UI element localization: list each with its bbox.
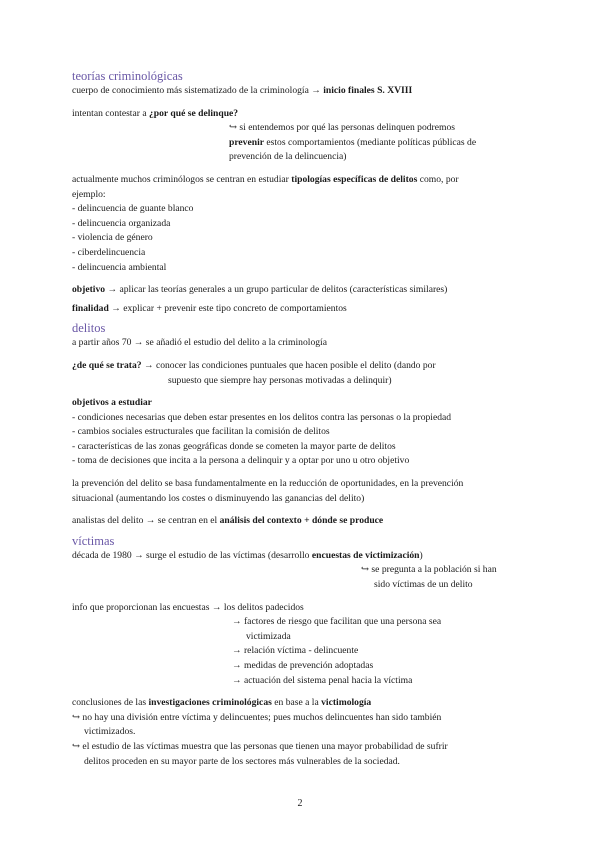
document-page [72, 68, 532, 769]
text: intentan contestar a [72, 107, 149, 119]
text-line [72, 107, 532, 122]
text: analistas del delito → se centran en el [72, 515, 220, 527]
text-line [72, 283, 532, 298]
section-heading-teorias: teorías criminológicas [72, 69, 183, 83]
list-item: → factores de riesgo que facilitan que una persona sea [232, 616, 442, 628]
text-line: prevención de la delincuencia) [229, 151, 347, 163]
bold-text: victimología [321, 697, 372, 709]
list-item: - cambios sociales estructurales que facilitan la comisión de delitos [72, 426, 330, 438]
conclusion-line: victimizados. [84, 726, 136, 738]
text: actualmente muchos criminólogos se centran en estudiar [72, 173, 292, 185]
section-heading-victimas: víctimas [72, 533, 115, 548]
text: → conocer las condiciones puntuales que hacen posible el delito (dando por [141, 359, 436, 371]
text-line [72, 359, 532, 374]
text-line: ↪ se pregunta a la población si han [361, 564, 497, 576]
text: en base a la [271, 697, 322, 709]
text-line [72, 514, 532, 529]
list-item: - ciberdelincuencia [72, 246, 146, 258]
text: estos comportamientos (mediante políticas públicas de [264, 136, 477, 148]
bold-text: objetivo [72, 284, 106, 296]
section-heading-delitos: delitos [72, 321, 106, 336]
text-line [72, 696, 532, 711]
text-line: supuesto que siempre hay personas motivadas a delinquir) [168, 374, 392, 386]
text-line: ejemplo: [72, 188, 106, 200]
text-line [72, 549, 532, 564]
list-item: victimizada [246, 630, 291, 642]
bold-text: finalidad [72, 302, 109, 314]
subheading [72, 396, 532, 411]
conclusion-line: ↪ el estudio de las víctimas muestra que las personas que tienen una mayor probabilidad de sufrir [72, 740, 448, 752]
text: como, por [417, 173, 459, 185]
text-line: a partir años 70 → se añadió el estudio del delito a la criminología [72, 337, 327, 349]
text-line [72, 84, 532, 99]
text: década de 1980 → surge el estudio de las víctimas (desarrollo [72, 549, 312, 561]
text: ) [419, 549, 423, 561]
bold-text: investigaciones criminológicas [148, 697, 272, 709]
bold-text: objetivos a estudiar [72, 397, 152, 409]
conclusion-line: delitos proceden en su mayor parte de los sectores más vulnerables de la sociedad. [84, 755, 400, 767]
text: → aplicar las teorías generales a un grupo particular de delitos (características similares) [105, 284, 448, 296]
text: → explicar + prevenir este tipo concreto de comportamientos [108, 302, 347, 314]
list-item: - delincuencia ambiental [72, 261, 167, 273]
text-line [72, 173, 532, 188]
list-item: - violencia de género [72, 232, 153, 244]
text-line: sido víctimas de un delito [374, 579, 473, 591]
bold-text: análisis del contexto + dónde se produce [219, 515, 384, 527]
bold-text: encuestas de victimización [311, 549, 420, 561]
list-item: → medidas de prevención adoptadas [232, 660, 374, 671]
bold-text: ¿de qué se trata? [72, 359, 142, 371]
list-item: → actuación del sistema penal hacia la víctima [232, 674, 413, 686]
bold-text: prevenir [229, 136, 264, 148]
text-line: situacional (aumentando los costes o disminuyendo las ganancias del delito) [72, 492, 365, 504]
conclusion-line: ↪ no hay una división entre víctima y delincuentes; pues muchos delincuentes han sido también [72, 711, 442, 723]
text-line: info que proporcionan las encuestas → los delitos padecidos [72, 601, 304, 613]
list-item: - características de las zonas geográficas donde se cometen la mayor parte de delitos [72, 440, 396, 452]
list-item: - toma de decisiones que incita a la persona a delinquir y a optar por uno u otro objetivo [72, 455, 410, 467]
text-line: la prevención del delito se basa fundamentalmente en la reducción de oportunidades, en la prevención [72, 478, 464, 490]
bold-text: inicio finales S. XVIII [323, 85, 413, 96]
list-item: - condiciones necesarias que deben estar presentes en los delitos contra las personas o la propiedad [72, 411, 452, 423]
text-line [72, 302, 532, 317]
text: cuerpo de conocimiento más sistematizado de la criminología → [72, 85, 324, 96]
bold-text: ¿por qué se delinque? [148, 107, 239, 119]
text-line [72, 136, 532, 151]
text-line: ↪ si entendemos por qué las personas delinquen podremos [229, 122, 455, 134]
page-number: 2 [297, 798, 303, 809]
bold-text: tipologías específicas de delitos [291, 173, 418, 185]
list-item: → relación víctima - delincuente [232, 645, 359, 657]
text: conclusiones de las [72, 697, 149, 709]
list-item: - delincuencia de guante blanco [72, 203, 194, 215]
list-item: - delincuencia organizada [72, 217, 171, 229]
